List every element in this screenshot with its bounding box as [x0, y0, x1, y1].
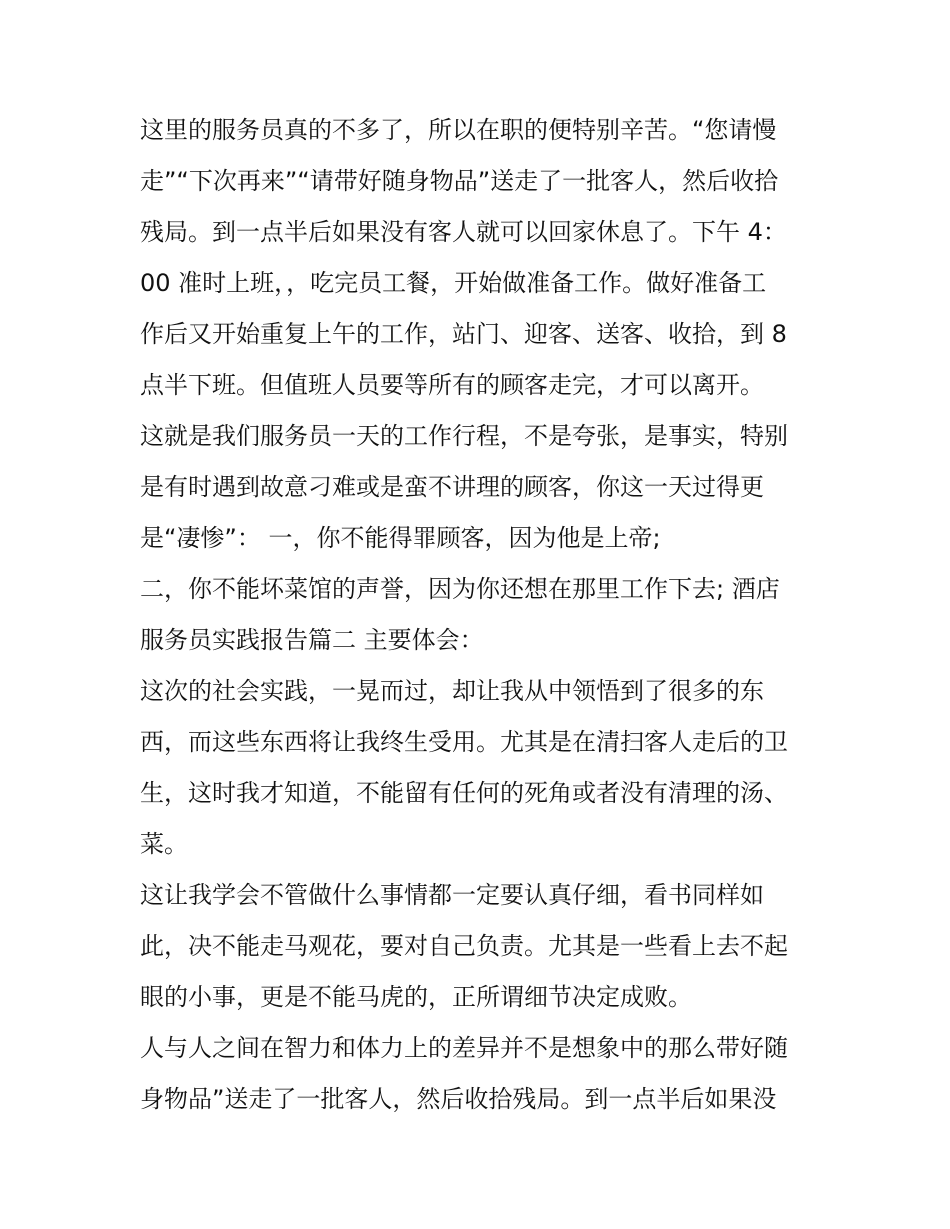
text-line: 作后又开始重复上午的工作，站门、迎客、送客、收拾，到 8 — [140, 320, 787, 348]
text-line: 菜。 — [140, 830, 188, 858]
text-line: 西，而这些东西将让我终生受用。尤其是在清扫客人走后的卫 — [140, 728, 788, 756]
body-text — [140, 105, 820, 1125]
text-line: 是“凄惨”： 一，你不能得罪顾客，因为他是上帝; — [140, 524, 661, 552]
text-line: 这就是我们服务员一天的工作行程，不是夸张，是事实，特别 — [140, 422, 788, 450]
text-line: 这次的社会实践，一晃而过，却让我从中领悟到了很多的东 — [140, 677, 764, 705]
text-line: 眼的小事，更是不能马虎的，正所谓细节决定成败。 — [140, 983, 692, 1011]
text-line: 生，这时我才知道，不能留有任何的死角或者没有清理的汤、 — [140, 779, 788, 807]
text-line: 这让我学会不管做什么事情都一定要认真仔细，看书同样如 — [140, 881, 764, 909]
text-line: 此，决不能走马观花，要对自己负责。尤其是一些看上去不起 — [140, 932, 788, 960]
text-line: 残局。到一点半后如果没有客人就可以回家休息了。下午 4： — [140, 218, 787, 246]
text-line: 点半下班。但值班人员要等所有的顾客走完，才可以离开。 — [140, 371, 764, 399]
text-line: 服务员实践报告篇二 主要体会： — [140, 626, 484, 654]
text-line: 二，你不能坏菜馆的声誉，因为你还想在那里工作下去; 酒店 — [140, 575, 780, 603]
text-line: 这里的服务员真的不多了，所以在职的便特别辛苦。“您请慢 — [140, 116, 777, 144]
text-line: 是有时遇到故意刁难或是蛮不讲理的顾客，你这一天过得更 — [140, 473, 764, 501]
text-line: 00 准时上班，，吃完员工餐，开始做准备工作。做好准备工 — [140, 269, 767, 297]
text-line: 身物品”送走了一批客人，然后收拾残局。到一点半后如果没 — [140, 1085, 777, 1113]
text-line: 走”“下次再来”“请带好随身物品”送走了一批客人，然后收拾 — [140, 167, 779, 195]
text-line: 人与人之间在智力和体力上的差异并不是想象中的那么带好随 — [140, 1034, 788, 1062]
